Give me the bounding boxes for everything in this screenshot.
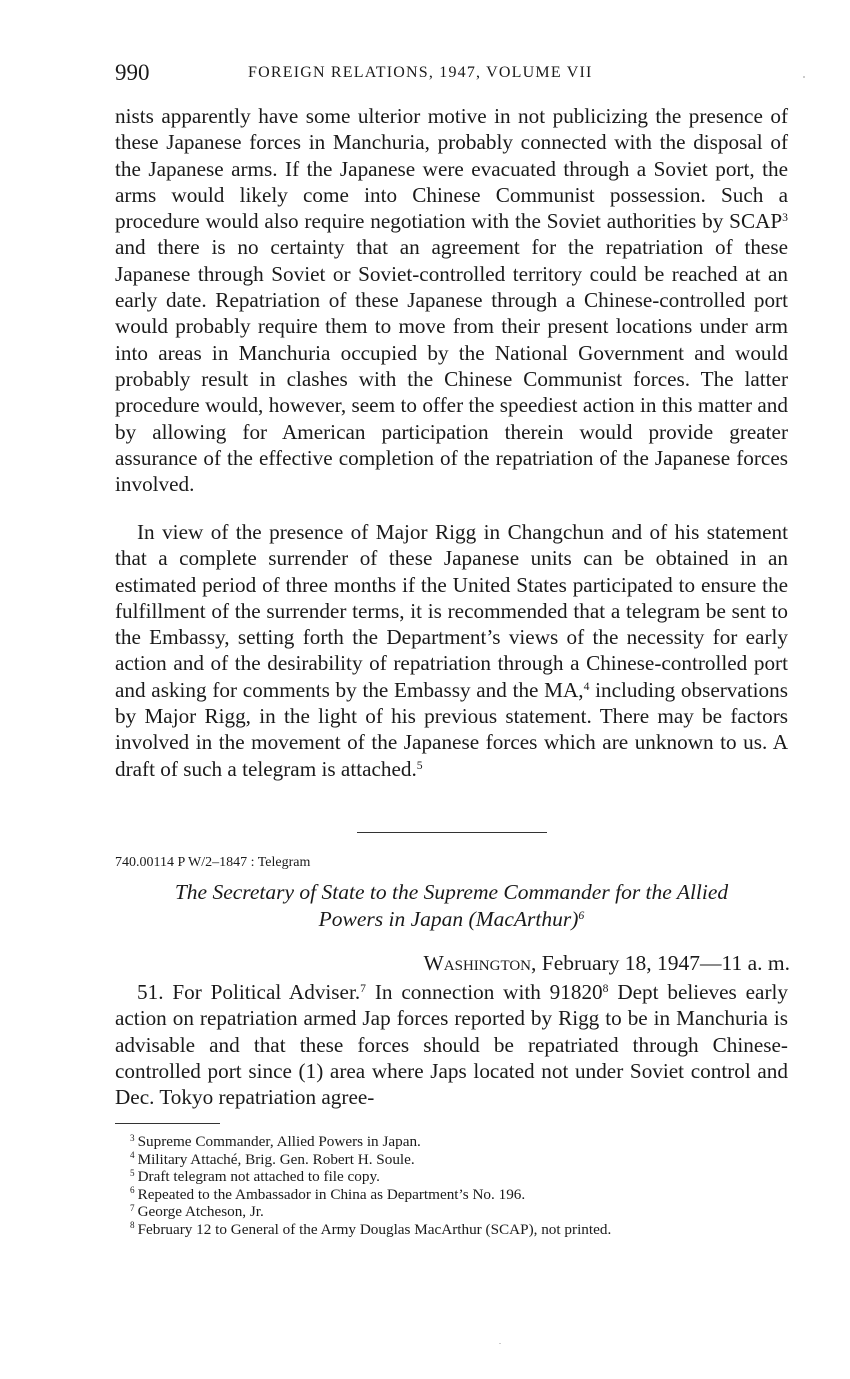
telegram-title-line-2: Powers in Japan (MacArthur) <box>318 907 579 931</box>
footnote-number: 4 <box>130 1150 135 1161</box>
footnote-number: 6 <box>130 1185 135 1196</box>
telegram-title-line-1: The Secretary of State to the Supreme Commander for the Allied <box>174 880 729 904</box>
footnote-text: Draft telegram not attached to file copy. <box>137 1168 380 1185</box>
margin-mark <box>803 76 805 78</box>
section-divider <box>357 832 547 833</box>
page-speck <box>499 1343 501 1344</box>
footnote-3 <box>130 1133 795 1151</box>
telegram-body-text-b: In connection with 91820 <box>365 980 603 1004</box>
footnote-ref-6[interactable]: 6 <box>578 907 585 922</box>
telegram-title <box>115 879 788 933</box>
dateline-place: Washington <box>423 951 532 975</box>
memo-paragraph-2 <box>115 519 788 782</box>
footnote-number: 3 <box>130 1132 135 1143</box>
footnote-number: 7 <box>130 1202 135 1213</box>
memo-p2-text-b: including observations by Major Rigg, in the light of his previous statement. There may be factors involved in the movement of the Japanese forces which are unknown to us. A draft of such a telegram is attached. <box>115 677 788 781</box>
footnote-7 <box>130 1203 795 1221</box>
memo-p2-text-a: In view of the presence of Major Rigg in Changchun and of his statement that a complete surrender of these Japanese units can be obtained in an estimated period of three months if the United States participated to ensure the fulfillment of the surrender terms, it is recommended that a telegram be sent to the Embassy, setting forth the Department’s views of the necessity for early action and of the desirability of repatriation through a Chinese-controlled port and asking for comments by the Embassy and the MA, <box>115 520 788 702</box>
footnote-number: 8 <box>130 1220 135 1231</box>
footnote-text: Military Attaché, Brig. Gen. Robert H. Soule. <box>137 1150 415 1168</box>
footnotes-list <box>130 1133 795 1238</box>
telegram-body-text-c: Dept believes early action on repatriation armed Jap forces reported by Rigg to be in Manchuria is advisable and that these forces should be repatriated through Chinese-controlled port since (1) area where Japs located not under Soviet control and Dec. Tokyo repatriation agree- <box>115 980 789 1110</box>
footnote-text: George Atcheson, Jr. <box>137 1203 264 1220</box>
footnote-rule <box>115 1123 220 1124</box>
footnote-8 <box>130 1221 795 1239</box>
running-head: FOREIGN RELATIONS, 1947, VOLUME VII <box>248 64 593 81</box>
memo-p1-text-a: nists apparently have some ulterior motive in not publicizing the presence of these Japanese forces in Manchuria, probably connected with the disposal of the Japanese arms. If the Japanese were evacuated through a Soviet port, the arms would likely come into Chinese Communist possession. Such a procedure would also require negotiation with the Soviet authorities by SCAP <box>115 104 788 234</box>
telegram-body-text-a: 51. For Political Adviser. <box>137 980 361 1004</box>
footnote-ref-5[interactable]: 5 <box>416 758 423 772</box>
footnote-4 <box>130 1151 795 1169</box>
footnote-ref-7[interactable]: 7 <box>360 982 366 996</box>
memo-paragraph-1 <box>115 103 788 497</box>
page-number: 990 <box>115 60 150 85</box>
footnote-ref-4[interactable]: 4 <box>583 679 590 693</box>
memo-p1-text-b: and there is no certainty that an agreement for the repatriation of these Japanese through Soviet or Soviet-controlled territory could be reached at an early date. Repatriation of these Japanese through a Chinese-controlled port would probably require them to move from their present locations under arm into areas in Manchuria occupied by the National Government and would probably result in clashes with the Chinese Communist forces. The latter procedure would, however, seem to offer the speediest action in this matter and by allowing for American participation therein would provide greater assurance of the effective completion of the repatriation of the Japanese forces involved. <box>115 235 788 497</box>
file-reference: 740.00114 P W/2–1847 : Telegram <box>115 855 311 870</box>
dateline-date: , February 18, 1947—11 a. m. <box>531 951 790 975</box>
footnote-text: Repeated to the Ambassador in China as Department’s No. 196. <box>137 1185 526 1203</box>
footnote-6 <box>130 1186 795 1204</box>
footnote-number: 5 <box>130 1167 135 1178</box>
telegram-body <box>115 979 788 1110</box>
footnote-5 <box>130 1168 795 1186</box>
dateline <box>424 951 791 976</box>
footnote-text: Supreme Commander, Allied Powers in Japan. <box>137 1133 421 1150</box>
footnote-ref-3[interactable]: 3 <box>782 211 788 225</box>
footnote-ref-8[interactable]: 8 <box>602 982 609 996</box>
footnote-text: February 12 to General of the Army Douglas MacArthur (SCAP), not printed. <box>137 1220 612 1238</box>
